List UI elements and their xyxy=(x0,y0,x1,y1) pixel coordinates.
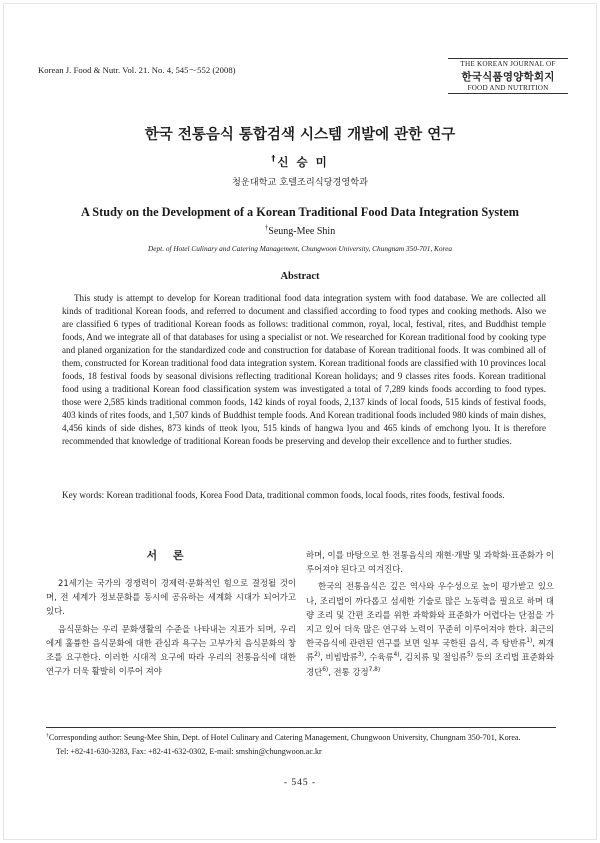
author-name-korean xyxy=(0,154,600,170)
text-run: , 전통 강정 xyxy=(328,666,369,677)
corresponding-mark-footnote: † xyxy=(46,732,49,739)
journal-name-ko: 한국식품영양학회지 xyxy=(461,71,555,83)
footnote-contact: Tel: +82-41-630-3283, Fax: +82-41-632-0302, E-mail: smshin@chungwoon.ac.kr xyxy=(56,747,322,756)
section-heading-introduction: 서 론 xyxy=(146,549,190,562)
journal-citation: Korean J. Food & Nutr. Vol. 21. No. 4, 545～552 (2008) xyxy=(38,65,236,75)
reference-mark: 5) xyxy=(467,652,474,659)
body-column-left xyxy=(46,576,296,681)
text-run: 한국의 전통음식은 깊은 역사와 우수성으로 높이 평가받고 있으나, 조리법이 까다롭고 섬세한 기술로 많은 노동력을 필요로 하며 대량 조리 및 간편 조리를 위한 과학화와 표준화가 어렵다는 단점을 가지고 있어 더욱 많은 연구와 노력이 꾸준히 이루어져야 한다. 최근의 한국음식에 관련된 연구를 보면 일부 국한된 음식, 즉 탕반류 xyxy=(306,581,554,649)
text-run: 등의 조리법 표준화와 경단 xyxy=(306,652,554,677)
abstract-body: This study is attempt to develop for Korean traditional food data integration system with food database. We are collected all kinds of traditional Korean foods, and referred to document and classified according to food types and cooking methods. Also we are classified 6 types of traditional Korean foods as follows: traditional common, royal, local, festival, rites, and Buddhist temple foods, And we integrate all of that databases for using a specialist or not. We researched for Korean traditional food by cooking type and planed organization for the standardized code and construction for database of Korean traditional foods. It was combined all of them, constructed for Korean traditional food data integration system. Korean traditional foods are classified with 10 provinces local foods, 18 festival foods by seasonal divisions reflecting traditional Korean holidays; and 9 classes rites foods. Korean traditional food using a traditional Korean food classification system was investigated a total of 7,289 kinds foods according to food types. those were 2,585 kinds traditional common foods, 142 kinds of royal foods, 2,137 kinds of local foods, 515 kinds of festival foods, 403 kinds of rites foods, and 1,507 kinds of Buddhist temple foods. And Korean traditional foods included 980 kinds of main dishes, 4,456 kinds of side dishes, 873 kinds of tteok lyou, 515 kinds of hangwa lyou and 465 kinds of emchong lyou. It is therefore recommended that knowledge of traditional Korean foods be preserving and develop their excellence and to further studies. xyxy=(62,293,546,446)
page-number: - 545 - xyxy=(283,778,317,788)
body-paragraph-continued: 하며, 이를 바탕으로 한 전통음식의 재현·개발 및 과학화·표준화가 이루어져야 된다고 여겨진다. xyxy=(306,550,554,575)
body-paragraph xyxy=(306,579,554,678)
reference-mark: 1) xyxy=(526,638,533,645)
reference-mark: 3) xyxy=(357,652,364,659)
author-name-korean-text: 신 승 미 xyxy=(277,155,329,169)
footnote-rule xyxy=(46,727,556,728)
body-paragraph: 음식문화는 우리 문화생활의 수준을 나타내는 지표가 되며, 우리에게 훌륭한 음식문화에 대한 관심과 욕구는 고부가치 음식문화의 창조를 요구한다. 이러한 시대적 요구에 따라 우리의 전통음식에 대한 연구가 더욱 활발히 이루어 져야 xyxy=(46,623,296,677)
footnote-line xyxy=(46,731,561,745)
abstract-heading: Abstract xyxy=(280,271,320,282)
journal-masthead xyxy=(448,58,568,94)
keywords: Key words: Korean traditional foods, Korea Food Data, traditional common foods, local foods, rites foods, festival foods. xyxy=(62,490,505,500)
text-run: , 수육류 xyxy=(363,652,394,663)
body-paragraph: 21세기는 국가의 경쟁력이 경제력·문화적인 힘으로 결정될 것이며, 전 세계가 정보문화를 동시에 공유하는 세계화 시대가 되어가고 있다. xyxy=(46,578,296,617)
journal-name-en-top: THE KOREAN JOURNAL OF xyxy=(448,58,568,68)
corresponding-mark: † xyxy=(271,154,278,164)
reference-mark: 6) xyxy=(322,666,329,673)
footnote-text: Corresponding author: Seung-Mee Shin, Dept. of Hotel Culinary and Catering Management, Chungwoon University, Chungnam 350-701, Korea. xyxy=(48,733,521,742)
text-run: , 찌개류 xyxy=(306,638,554,663)
paper-title-english: A Study on the Development of a Korean Traditional Food Data Integration System xyxy=(81,205,519,219)
reference-mark: 7,8) xyxy=(368,666,381,673)
paper-title-korean: 한국 전통음식 통합검색 시스템 개발에 관한 연구 xyxy=(144,127,456,143)
text-run: , 김치류 및 절임류 xyxy=(399,652,467,663)
affiliation-english: Dept. of Hotel Culinary and Catering Management, Chungwoon University, Chungnam 350-701, Korea xyxy=(148,244,452,253)
body-column-right xyxy=(306,548,554,682)
reference-mark: 4) xyxy=(393,652,400,659)
corresponding-author-footnote xyxy=(46,731,561,759)
affiliation-korean: 청운대학교 호텔조리식당경영학과 xyxy=(231,177,369,188)
author-name-english-text: Seung-Mee Shin xyxy=(268,226,336,237)
text-run: , 비빔밥류 xyxy=(320,652,358,663)
journal-name-en-bottom: FOOD AND NUTRITION xyxy=(448,84,568,94)
reference-mark: 2) xyxy=(314,652,321,659)
author-name-english xyxy=(0,223,600,237)
corresponding-mark-en: † xyxy=(264,223,269,232)
